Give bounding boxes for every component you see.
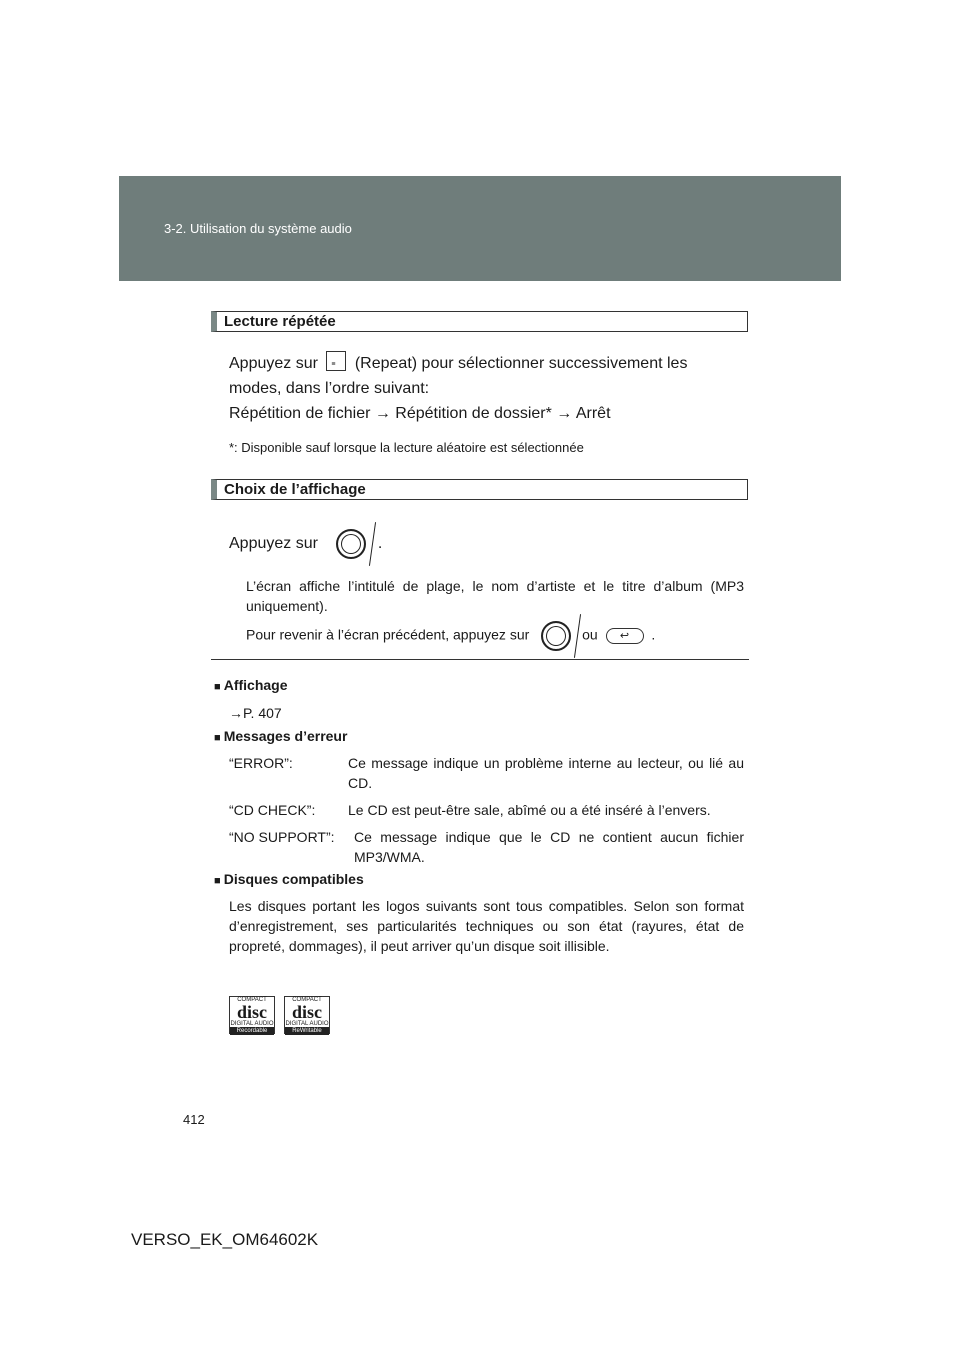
- error-row: [229, 827, 744, 867]
- error-key: “ERROR”:: [229, 755, 293, 771]
- logo-sub: DIGITAL AUDIO: [230, 1021, 274, 1027]
- error-value: Ce message indique que le CD ne contient aucun fichier MP3/WMA.: [354, 829, 744, 865]
- section-title-repeat: Lecture répétée: [211, 311, 748, 332]
- logo-big: disc: [236, 1002, 267, 1022]
- repeat-sequence: Répétition de fichier → Répétition de dossier* → Arrêt: [229, 405, 611, 422]
- logo-tag: Recordable: [230, 1027, 274, 1035]
- error-key: “NO SUPPORT”:: [229, 829, 335, 845]
- note-errors-title: ■ Messages d’erreur: [214, 728, 347, 744]
- note-discs-title: ■ Disques compatibles: [214, 871, 364, 887]
- cd-logo-recordable: [229, 996, 275, 1034]
- display-description: L’écran affiche l’intitulé de plage, le nom d’artiste et le titre d’album (MP3 uniquement).: [246, 578, 744, 614]
- cd-logo-rewritable: [284, 996, 330, 1034]
- repeat-order-line: modes, dans l’ordre suivant:: [229, 380, 430, 397]
- logo-top: COMPACT: [237, 997, 267, 1003]
- page-number: 412: [183, 1112, 205, 1127]
- text-repeat-desc: (Repeat) pour sélectionner successivement les: [354, 355, 688, 372]
- text-return: Pour revenir à l’écran précédent, appuyez sur: [246, 626, 530, 643]
- tune-knob-icon: [336, 529, 366, 559]
- logo-tag: ReWritable: [285, 1027, 329, 1035]
- tune-knob-icon-2: [541, 621, 571, 651]
- note-affichage-title: ■ Affichage: [214, 677, 288, 693]
- divider: [211, 659, 749, 660]
- logo-big: disc: [291, 1002, 322, 1022]
- period: .: [377, 535, 383, 553]
- error-key: “CD CHECK”:: [229, 802, 316, 818]
- section-title-display: Choix de l’affichage: [211, 479, 748, 500]
- text-end: .: [651, 626, 656, 643]
- repeat-button-icon: ≡: [326, 351, 346, 371]
- repeat-instruction: [229, 351, 744, 376]
- knob-pointer-icon: [369, 522, 376, 566]
- display-instruction: [229, 522, 382, 566]
- repeat-footnote: *: Disponible sauf lorsque la lecture aléatoire est sélectionnée: [229, 440, 584, 455]
- breadcrumb: 3-2. Utilisation du système audio: [164, 221, 352, 236]
- discs-text: Les disques portant les logos suivants sont tous compatibles. Selon son format d’enregistrement, ses particularités techniques ou son état (rayures, état de propreté, dommages), il peut arriver qu’un disque soit illisible.: [229, 898, 744, 954]
- return-instruction: [246, 614, 744, 658]
- note-affichage-ref: →P. 407: [229, 705, 282, 721]
- back-button-icon: ↩: [606, 628, 644, 644]
- error-value: Ce message indique un problème interne au lecteur, ou lié au CD.: [348, 755, 744, 791]
- error-value: Le CD est peut-être sale, abîmé ou a été inséré à l’envers.: [348, 802, 711, 818]
- text-press: Appuyez sur: [229, 355, 318, 372]
- text-or: ou: [582, 626, 598, 643]
- knob-pointer-icon-2: [574, 614, 581, 658]
- error-row: [229, 753, 744, 793]
- logo-sub: DIGITAL AUDIO: [285, 1021, 329, 1027]
- text-press-display: Appuyez sur: [229, 535, 318, 553]
- logo-top: COMPACT: [292, 997, 322, 1003]
- footer-code: VERSO_EK_OM64602K: [131, 1230, 319, 1249]
- chapter-header: [119, 176, 841, 281]
